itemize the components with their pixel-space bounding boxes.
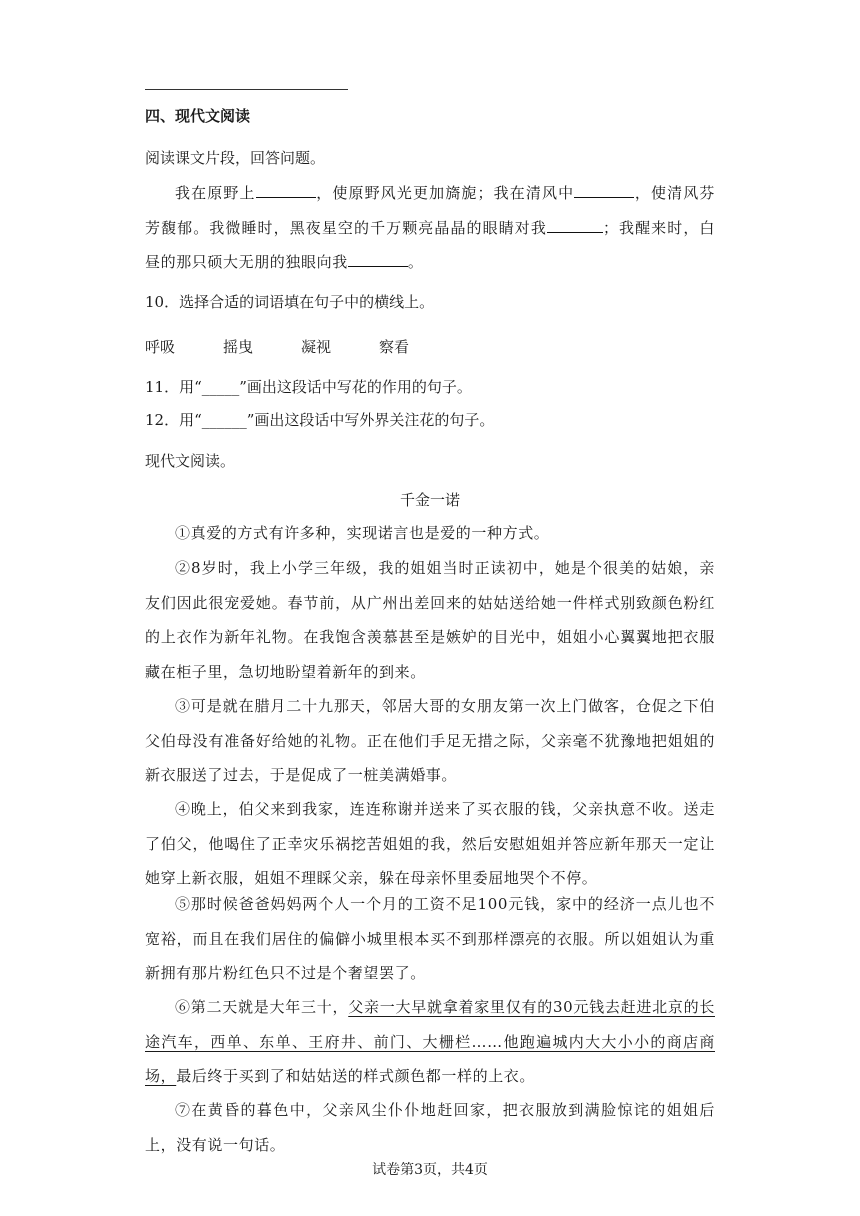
article-paragraph-2: ②8岁时，我上小学三年级，我的姐姐当时正读初中，她是个很美的姑娘，亲友们因此很宠爱她。春节前，从广州出差回来的姑姑送给她一件样式别致颜色粉红的上衣作为新年礼物。在我饱含羡慕甚至是嫉妒的目光中，姐姐小心翼翼地把衣服藏在柜子里，急切地盼望着新年的到来。 bbox=[145, 559, 715, 681]
section-instruction: 阅读课文片段，回答问题。 bbox=[145, 149, 326, 167]
passage-1-part-4: ；我醒来时，白昼的那只硕大无朋的独眼向我 bbox=[145, 218, 715, 271]
passage-1-part-3: ，使清风芬芳馥郁。我微睡时，黑夜星空的千万颗亮晶晶的眼睛对我 bbox=[145, 184, 715, 237]
page-footer: 试卷第3页，共4页 bbox=[372, 1162, 488, 1178]
passage-1-part-1: 我在原野上 bbox=[175, 184, 256, 202]
article-title: 千金一诺 bbox=[399, 491, 460, 509]
word-options bbox=[145, 337, 457, 357]
reading-2-intro: 现代文阅读。 bbox=[145, 452, 236, 470]
fill-blank-1[interactable] bbox=[256, 196, 316, 198]
option-3: 凝视 bbox=[301, 338, 332, 356]
underlined-sentence: 父亲一大早就拿着家里仅有的30元钱去赶进北京的长途汽车，西单、东单、王府井、前门、大栅栏……他跑遍城内大大小小的商店商场， bbox=[145, 998, 715, 1085]
passage-1 bbox=[145, 176, 715, 280]
passage-1-part-2: ，使原野风光更加旖旎；我在清风中 bbox=[315, 184, 575, 202]
question-12: 12．用“______”画出这段话中写外界关注花的句子。 bbox=[145, 411, 495, 429]
article-paragraph-4: ④晚上，伯父来到我家，连连称谢并送来了买衣服的钱，父亲执意不收。送走了伯父，他喝住了正幸灾乐祸挖苦姐姐的我，然后安慰姐姐并答应新年那天一定让她穿上新衣服，姐姐不理睬父亲，躲在母亲怀里委屈地哭个不停。 bbox=[145, 800, 715, 887]
option-2: 摇曳 bbox=[223, 338, 254, 356]
article-paragraph-7: ⑦在黄昏的暮色中，父亲风尘仆仆地赶回家，把衣服放到满脸惊诧的姐姐后上，没有说一句话。 bbox=[145, 1101, 715, 1154]
fill-blank-2[interactable] bbox=[574, 196, 634, 198]
option-4: 察看 bbox=[379, 338, 410, 356]
fill-blank-3[interactable] bbox=[547, 231, 603, 233]
article-paragraph-1: ①真爱的方式有许多种，实现诺言也是爱的一种方式。 bbox=[175, 524, 550, 542]
fill-blank-4[interactable] bbox=[348, 265, 408, 267]
article-paragraph-3: ③可是就在腊月二十九那天，邻居大哥的女朋友第一次上门做客，仓促之下伯父伯母没有准备好给她的礼物。正在他们手足无措之际，父亲毫不犹豫地把姐姐的新衣服送了过去，于是促成了一桩美满婚事。 bbox=[145, 697, 715, 784]
question-10: 10．选择合适的词语填在句子中的横线上。 bbox=[145, 293, 435, 311]
article-paragraph-6-start: ⑥第二天就是大年三十， bbox=[175, 998, 349, 1016]
question-11: 11．用“_____”画出这段话中写花的作用的句子。 bbox=[145, 378, 472, 396]
section-title: 四、现代文阅读 bbox=[145, 107, 251, 125]
passage-1-part-5: 。 bbox=[407, 253, 424, 271]
top-rule bbox=[145, 89, 348, 90]
option-1: 呼吸 bbox=[145, 338, 176, 356]
article-paragraph-6 bbox=[145, 990, 715, 1094]
article-paragraph-5: ⑤那时候爸爸妈妈两个人一个月的工资不足100元钱，家中的经济一点儿也不宽裕，而且在我们居住的偏僻小城里根本买不到那样漂亮的衣服。所以姐姐认为重新拥有那片粉红色只不过是个奢望罢了。 bbox=[145, 895, 715, 982]
article-paragraph-6-end: 最后终于买到了和姑姑送的样式颜色都一样的上衣。 bbox=[176, 1067, 536, 1085]
